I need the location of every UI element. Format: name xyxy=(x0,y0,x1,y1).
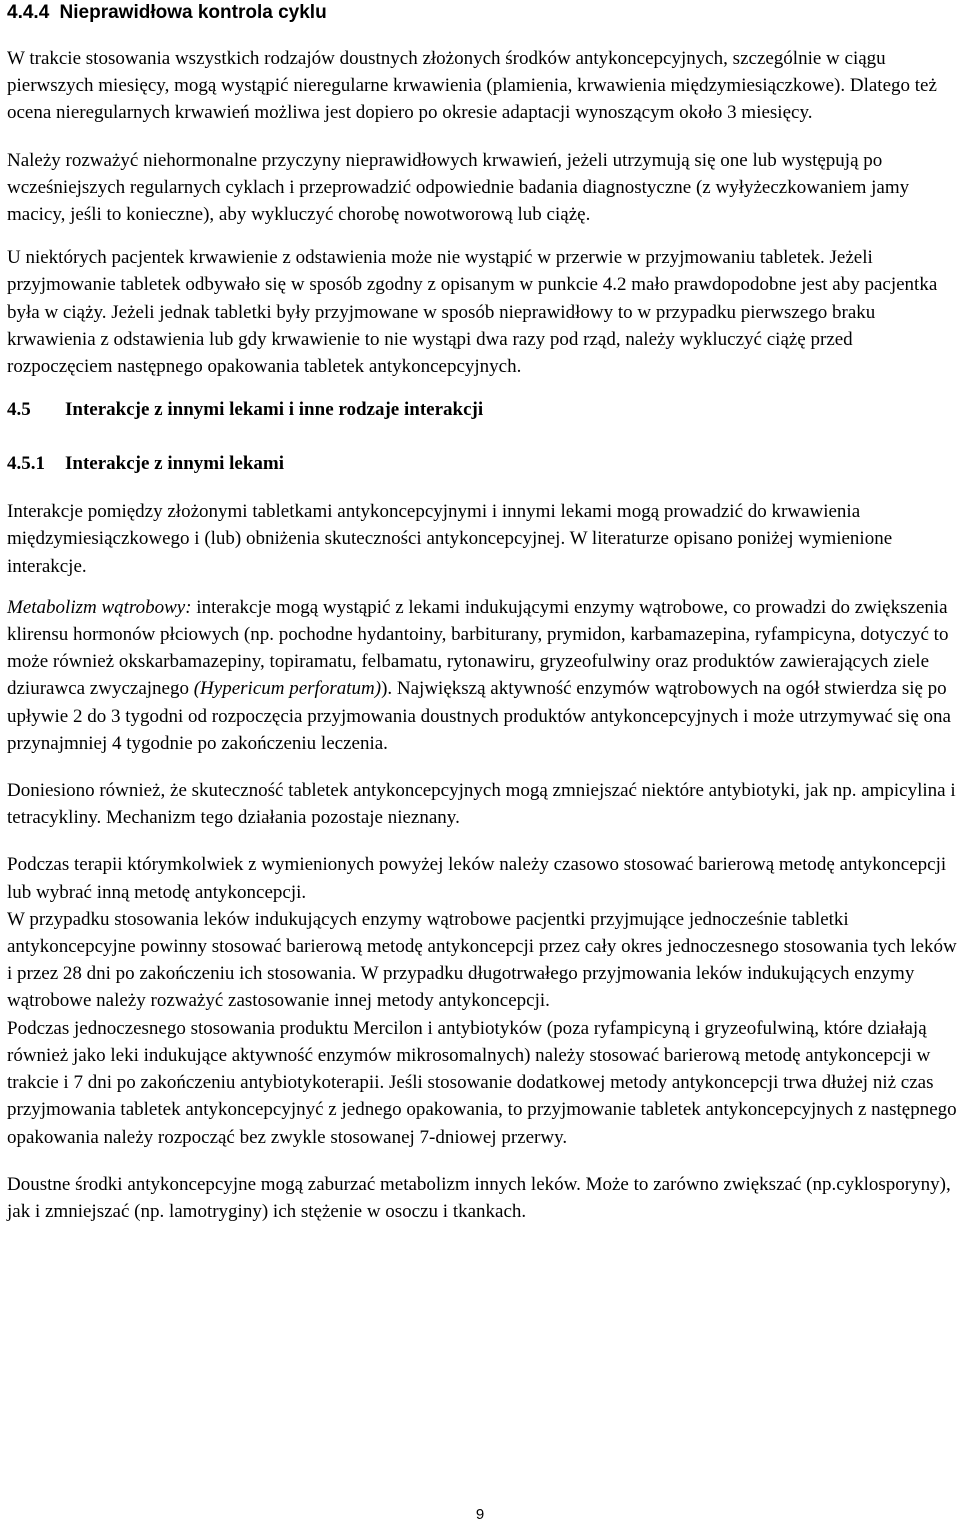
paragraph-mercilon-antibiotics: Podczas jednoczesnego stosowania produktu Mercilon i antybiotyków (poza ryfampicyną i gryzeofulwiną, które działają również jako leki indukujące aktywność enzymów mikrosomalnych) należy stosować barierową metodę antykoncepcji w trakcie i 7 dni po zakończeniu antybiotykoterapii. Jeśli stosowanie dodatkowej metody antykoncepcji trwa dłużej niż czas przyjmowania tabletek antykoncepcyjnyć z jednego opakowania, to przyjmowanie tabletek antykoncepcyjnych z następnego opakowania należy rozpocząć bez zwykle stosowanej 7-dniowej przerwy. xyxy=(7,1017,957,1148)
paragraph-cycle-control: W trakcie stosowania wszystkich rodzajów doustnych złożonych środków antykoncepcyjnych, szczególnie w ciągu pierwszych miesięcy, mogą wystąpić nieregularne krwawienia (plamienia, krwawienia międzymiesiączkowe). Dlatego też ocena nieregularnych krwawień możliwa jest dopiero po okresie adaptacji wynoszącym około 3 miesięcy. xyxy=(7,48,937,124)
paragraph-enzyme-inducers: W przypadku stosowania leków indukujących enzymy wątrobowe pacjentki przyjmujące jednocześnie tabletki antykoncepcyjne powinny stosować barierową metodę antykoncepcji przez cały okres jednoczesnego stosowania tych leków i przez 28 dni po zakończeniu ich stosowania. W przypadku długotrwałego przyjmowania leków indukujących enzymy wątrobowe należy rozważyć zastosowanie innej metody antykoncepcji. xyxy=(7,908,957,1012)
section-heading-4-5 xyxy=(7,398,957,422)
latin-name: (Hypericum perforatum) xyxy=(193,678,382,700)
paragraph-hepatic-metabolism xyxy=(7,594,957,757)
section-heading-4-5-1 xyxy=(7,452,957,476)
paragraph-barrier-method: Podczas terapii którymkolwiek z wymienionych powyżej leków należy czasowo stosować barierową metodę antykoncepcji lub wybrać inną metodę antykoncepcji. xyxy=(7,854,947,903)
paragraph-lead-italic: Metabolizm wątrobowy: xyxy=(7,596,192,618)
section-number: 4.5 xyxy=(7,399,31,421)
paragraph-antibiotics: Doniesiono również, że skuteczność tabletek antykoncepcyjnych mogą zmniejszać niektóre antybiotyki, jak np. ampicylina i tetracykliny. Mechanizm tego działania pozostaje nieznany. xyxy=(7,780,956,829)
page-number: 9 xyxy=(475,1506,485,1523)
paragraph-nonhormonal-causes: Należy rozważyć niehormonalne przyczyny nieprawidłowych krwawień, jeżeli utrzymują się one lub występują po wcześniejszych regularnych cyklach i przeprowadzić odpowiednie badania diagnostyczne (z wyłyżeczkowaniem jamy macicy, jeśli to konieczne), aby wykluczyć chorobę nowotworową lub ciążę. xyxy=(7,149,910,226)
section-number: 4.4.4 xyxy=(7,2,50,23)
section-title: Interakcje z innymi lekami xyxy=(65,453,285,475)
paragraph-metabolism-effects: Doustne środki antykoncepcyjne mogą zaburzać metabolizm innych leków. Może to zarówno zwiększać (np.cyklosporyny), jak i zmniejszać (np. lamotryginy) ich stężenie w osoczu i tkankach. xyxy=(7,1173,951,1222)
section-number: 4.5.1 xyxy=(7,453,45,475)
section-title: Interakcje z innymi lekami i inne rodzaje interakcji xyxy=(65,399,484,421)
paragraph-withdrawal-bleeding: U niektórych pacjentek krwawienie z odstawienia może nie wystąpić w przerwie w przyjmowaniu tabletek. Jeżeli przyjmowanie tabletek odbywało się w sposób zgodny z opisanym w punkcie 4.2 mało prawdopodobne jest aby pacjentka była w ciąży. Jeżeli jednak tabletki były przyjmowane w sposób nieprawidłowy to w przypadku pierwszego braku krwawienia z odstawienia lub gdy krwawienie to nie wystąpi dwa razy pod rząd, należy wykluczyć ciążę przed rozpoczęciem następnego opakowania tabletek antykoncepcyjnych. xyxy=(7,247,938,378)
paragraph-interactions-intro: Interakcje pomiędzy złożonymi tabletkami antykoncepcyjnymi i innymi lekami mogą prowadzić do krwawienia międzymiesiączkowego i (lub) obniżenia skuteczności antykoncepcyjnej. W literaturze opisano poniżej wymienione interakcje. xyxy=(7,501,893,577)
paragraph-text: ). Największą aktywność enzymów wątrobowych na ogół stwierdza się po upływie 2 do 3 tygodni od rozpoczęcia przyjmowania doustnych produktów antykoncepcyjnych i może utrzymywać się ona przynajmniej 4 tygodnie po zakończeniu leczenia. xyxy=(7,678,951,754)
paragraph-text: interakcje mogą wystąpić z lekami indukującymi enzymy wątrobowe, co prowadzi do zwiększenia klirensu hormonów płciowych (np. pochodne hydantoiny, barbiturany, prymidon, karbamazepina, ryfampicyna, dotyczyć to może również okskarbamazepiny, topiramatu, felbamatu, rytonawiru, gryzeofulwiny oraz produktów zawierających ziele dziurawca zwyczajnego xyxy=(7,596,949,700)
section-title: Nieprawidłowa kontrola cyklu xyxy=(59,2,327,23)
section-heading-4-4-4 xyxy=(7,0,957,25)
document-page xyxy=(7,0,957,1225)
